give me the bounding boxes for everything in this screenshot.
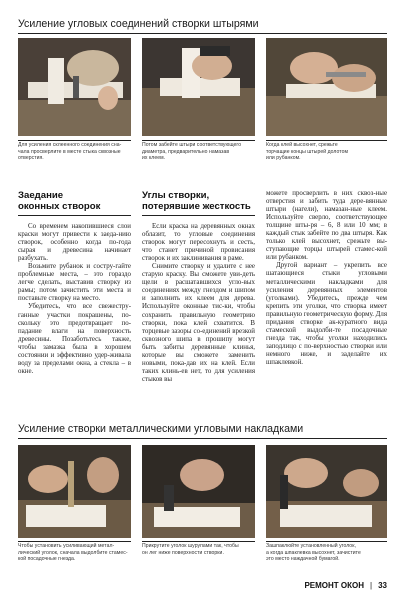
column-3-text: [266, 190, 387, 367]
photo-chiseling-recess: [18, 445, 131, 538]
photo-drilling-holes: [18, 38, 131, 136]
page-footer: [304, 581, 387, 590]
caption-rule: [142, 140, 255, 141]
caption-rule: [266, 140, 387, 141]
footer-separator: |: [370, 581, 373, 590]
paragraph: Если краска на деревянных окнах облазит, то угловые соединения створок могут пересохнуть и сесть, что станет причиной провисания створок и их заклинивания в раме.: [142, 223, 255, 263]
photo-driving-dowels: [142, 38, 255, 136]
page-number: 33: [378, 581, 387, 590]
heading-loose-corners: Углы створки, потерявшие жесткость: [142, 190, 251, 212]
paragraph: Снимите створку и удалите с нее старую краску. Вы сможете уви-деть щели в расшатавшихся угло-вых соединениях между гнездом и шипом и заполнить их клеем для дерева. Используйте оконные тис-ки, чтобы сохранить правильную геометрию створки, пока клей схватится. В торцевые зазоры со-единений врезкой сквозного шипа в прошипу могут быть забиты деревянные клинья, которые вы сможете заменить новыми, пока-дав их на клей. Если таких клинь-ев нет, то для усиления стыков вы: [142, 263, 255, 383]
caption-top-2: Потом забейте штыри соответствующего диаметра, предварительно намазав их клеем.: [142, 142, 242, 162]
heading-rule: [18, 215, 131, 216]
caption-top-1: Для усиления склеенного соединения сна- чала просверлите в месте стыка сквозные отверстия.: [18, 142, 122, 162]
caption-rule: [266, 541, 387, 542]
caption-bottom-3: Зашпаклюйте установленный уголок, а когда шпаклевка высохнет, зачистите это место наждачной бумагой.: [266, 543, 361, 563]
paragraph: можете просверлить в них сквоз-ные отверстия и забить туда дере-вянные штыри (нагели), намазан-ные клеем. Используйте сверло, соответствующее толщине шты-ря – 6, 8 или 10 мм; в каждый стык забейте по два штыря. Как только клей высохнет, срежьте вы-ступающие торцы штырей стамес-кой или рубанком.: [266, 190, 387, 262]
caption-bottom-2: Прикрутите уголок шурупами так, чтобы он лег ниже поверхности створки.: [142, 543, 239, 556]
photo-trimming-dowels: [266, 38, 387, 136]
heading-sticking-sashes: Заедание оконных створок: [18, 190, 101, 212]
photo-filling-bracket: [266, 445, 387, 538]
photo-screwing-bracket: [142, 445, 255, 538]
paragraph: Убедитесь, что все свежестру-ганные участки покрашены, по-скольку это предотвращает по-падание влаги на поверхность древесины. Позаботьтесь также, чтобы замазка была в хорошем состоянии и эффективно удер-живала воду за пределами окна, а стекла – в окне.: [18, 303, 131, 375]
paragraph: Со временем накопившиеся слои краски могут привести к заеда-нию створок, особенно когда по-года сырая и древесина начинает разбухать.: [18, 223, 131, 263]
column-1-text: [18, 223, 131, 376]
column-2-text: [142, 223, 255, 384]
caption-bottom-1: Чтобы установить усиливающий метал- лический уголок, сначала выдолбите стамес- кой посадочные гнезда.: [18, 543, 128, 563]
paragraph: Другой вариант – укрепить все шатающиеся стыки угловыми металлическими накладками для усиления деревянных элементов (уголками). Убедитесь, прежде чем крепить эти уголки, что створка имеет правильную геометрическую форму. Для придания створке ак-куратного вида стамеской выдолби-те посадочные гнезда так, чтобы уголки находились заподлицо с по-верхностью створки или немного ниже, и заделайте их шпаклевкой.: [266, 262, 387, 366]
caption-top-3: Когда клей высохнет, срежьте торчащие концы штырей долотом или рубанком.: [266, 142, 349, 162]
paragraph: Возьмите рубанок и состру-гайте проблемные места, – это гораздо легче сделать, выставив створку из рамы; потом зачистить эти места и поставьте створку на место.: [18, 263, 131, 303]
footer-section-title: РЕМОНТ ОКОН: [304, 581, 365, 590]
caption-rule: [18, 140, 131, 141]
caption-rule: [142, 541, 255, 542]
heading-rule: [142, 215, 255, 216]
caption-rule: [18, 541, 131, 542]
section-title-bottom: Усиление створки металлическими угловыми накладками: [18, 423, 387, 439]
section-title-top: Усиление угловых соединений створки штырями: [18, 18, 387, 34]
